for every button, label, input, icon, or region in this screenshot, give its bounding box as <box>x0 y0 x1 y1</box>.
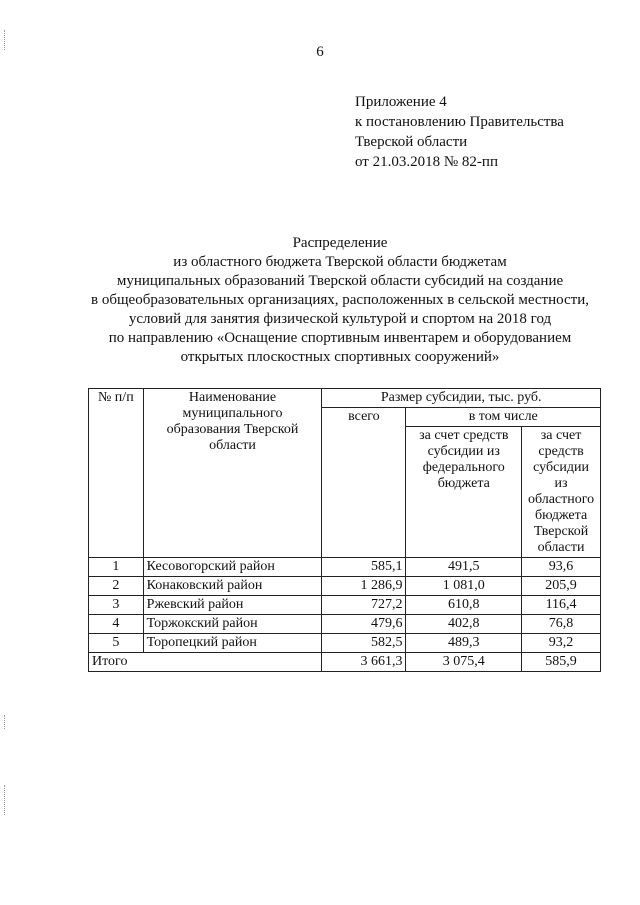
table-row <box>89 577 601 596</box>
header-subsidy-size: Размер субсидии, тыс. руб. <box>322 389 601 408</box>
total-federal: 3 075,4 <box>406 653 522 672</box>
row-total: 1 286,9 <box>322 577 406 596</box>
header-name: Наименование муниципального образования Тверской области <box>143 389 322 558</box>
row-number: 2 <box>89 577 144 596</box>
header-including: в том числе <box>406 408 601 427</box>
row-regional: 93,6 <box>522 558 601 577</box>
table-row <box>89 634 601 653</box>
row-total: 479,6 <box>322 615 406 634</box>
subsidy-table <box>88 388 601 672</box>
title-line: Распределение <box>292 235 388 251</box>
total-label: Итого <box>89 653 322 672</box>
row-regional: 93,2 <box>522 634 601 653</box>
row-name: Торопецкий район <box>143 634 322 653</box>
row-federal: 402,8 <box>406 615 522 634</box>
header-number: № п/п <box>89 389 144 558</box>
row-number: 1 <box>89 558 144 577</box>
header-regional: за счет средств субсидии из областного бюджета Тверской области <box>522 427 601 558</box>
title-line: по направлению «Оснащение спортивным инвентарем и оборудованием <box>108 330 572 346</box>
title-line: условий для занятия физической культурой и спортом на 2018 год <box>128 311 552 327</box>
row-name: Кесовогорский район <box>143 558 322 577</box>
scan-edge-mark <box>4 785 7 815</box>
title-line: в общеобразовательных организациях, расположенных в сельской местности, <box>91 292 589 308</box>
row-number: 4 <box>89 615 144 634</box>
row-total: 727,2 <box>322 596 406 615</box>
row-name: Торжокский район <box>143 615 322 634</box>
row-total: 582,5 <box>322 634 406 653</box>
row-name: Ржевский район <box>143 596 322 615</box>
table-total-row <box>89 653 601 672</box>
row-number: 5 <box>89 634 144 653</box>
table-row <box>89 558 601 577</box>
title-line: из областного бюджета Тверской области бюджетам <box>173 254 507 270</box>
appendix-reference <box>355 92 564 172</box>
total-regional: 585,9 <box>522 653 601 672</box>
appendix-line: Приложение 4 <box>355 94 447 110</box>
document-title <box>40 234 640 367</box>
table-row <box>89 615 601 634</box>
row-federal: 489,3 <box>406 634 522 653</box>
row-regional: 76,8 <box>522 615 601 634</box>
total-sum: 3 661,3 <box>322 653 406 672</box>
header-federal: за счет средств субсидии из федерального бюджета <box>406 427 522 558</box>
row-federal: 491,5 <box>406 558 522 577</box>
row-federal: 610,8 <box>406 596 522 615</box>
header-total: всего <box>322 408 406 558</box>
page-number: 6 <box>316 44 324 60</box>
appendix-line: от 21.03.2018 № 82-пп <box>355 154 498 170</box>
scan-edge-mark <box>4 715 7 729</box>
row-number: 3 <box>89 596 144 615</box>
row-regional: 205,9 <box>522 577 601 596</box>
row-name: Конаковский район <box>143 577 322 596</box>
title-line: открытых плоскостных спортивных сооружений» <box>180 349 500 365</box>
table-row <box>89 596 601 615</box>
row-federal: 1 081,0 <box>406 577 522 596</box>
row-regional: 116,4 <box>522 596 601 615</box>
appendix-line: Тверской области <box>355 134 468 150</box>
title-line: муниципальных образований Тверской области субсидий на создание <box>116 273 564 289</box>
row-total: 585,1 <box>322 558 406 577</box>
appendix-line: к постановлению Правительства <box>355 114 564 130</box>
